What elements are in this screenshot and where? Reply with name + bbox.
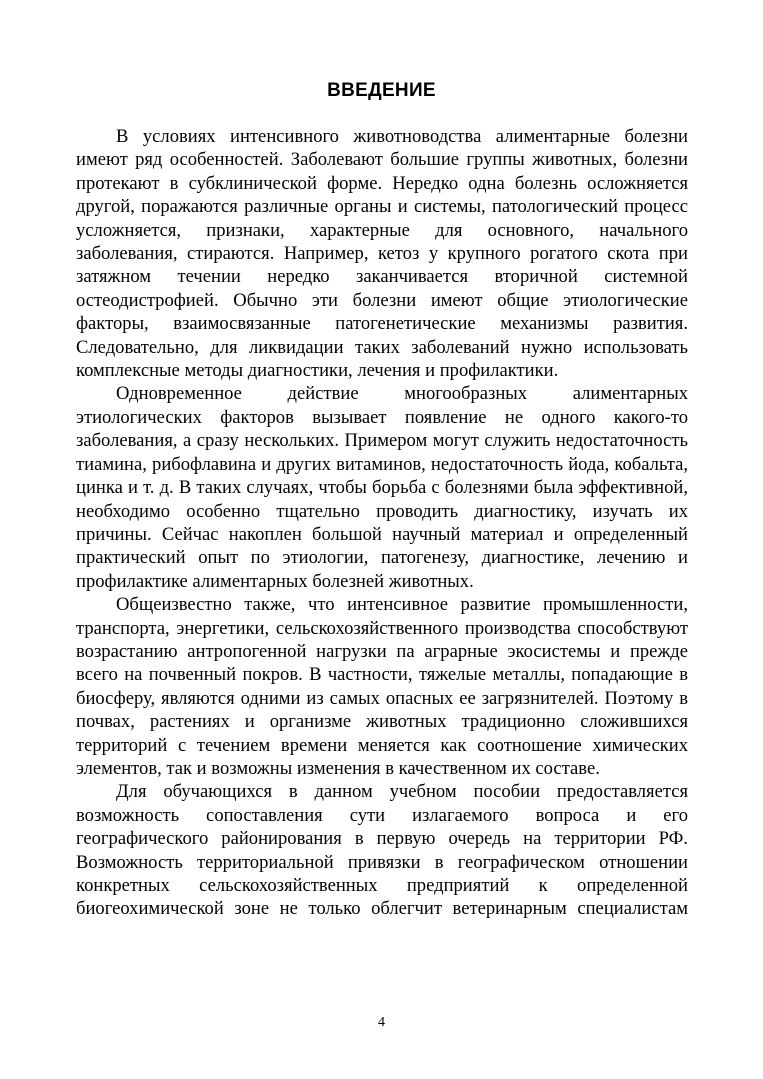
section-heading: ВВЕДЕНИЕ xyxy=(327,80,436,101)
page-number: 4 xyxy=(378,1015,385,1030)
paragraph-4: Для обучающихся в данном учебном пособии предоставляется возможность сопоставления сути излагаемого вопроса и его географического районирования в первую очередь на территории РФ. Возможность территориальной привязки в географическом отношении конкретных сельскохозяйственных предприятий к определенной биогеохимической зоне не только облегчит ветеринарным специалистам xyxy=(76,781,688,920)
paragraph-3: Общеизвестно также, что интенсивное развитие промышленности, транспорта, энергетики, сельскохозяйственного производства способствуют возрастанию антропогенной нагрузки па аграрные экосистемы и прежде всего на почвенный покров. В частности, тяжелые металлы, попадающие в биосферу, являются одними из самых опасных ее загрязнителей. Поэтому в почвах, растениях и организме животных традиционно сложившихся территорий с течением времени меняется как соотношение химических элементов, так и возможны изменения в качественном их составе. xyxy=(76,594,688,779)
paragraph-2: Одновременное действие многообразных алиментарных этиологических факторов вызывает появление не одного какого-то заболевания, а сразу нескольких. Примером могут служить недостаточность тиамина, рибофлавина и других витаминов, недостаточность йода, кобальта, цинка и т. д. В таких случаях, чтобы борьба с болезнями была эффективной, необходимо особенно тщательно проводить диагностику, изучать их причины. Сейчас накоплен большой научный материал и определенный практический опыт по этиологии, патогенезу, диагностике, лечению и профилактике алиментарных болезней животных. xyxy=(76,383,688,592)
paragraph-1: В условиях интенсивного животноводства алиментарные болезни имеют ряд особенностей. Заболевают большие группы животных, болезни протекают в субклинической форме. Нередко одна болезнь осложняется другой, поражаются различные органы и системы, патологический процесс усложняется, признаки, характерные для основного, начального заболевания, стираются. Например, кетоз у крупного рогатого скота при затяжном течении нередко заканчивается вторичной системной остеодистрофией. Обычно эти болезни имеют общие этиологические факторы, взаимосвязанные патогенетические механизмы развития. Следовательно, для ликвидации таких заболеваний нужно использовать комплексные методы диагностики, лечения и профилактики. xyxy=(76,126,688,382)
body-text xyxy=(76,125,688,921)
